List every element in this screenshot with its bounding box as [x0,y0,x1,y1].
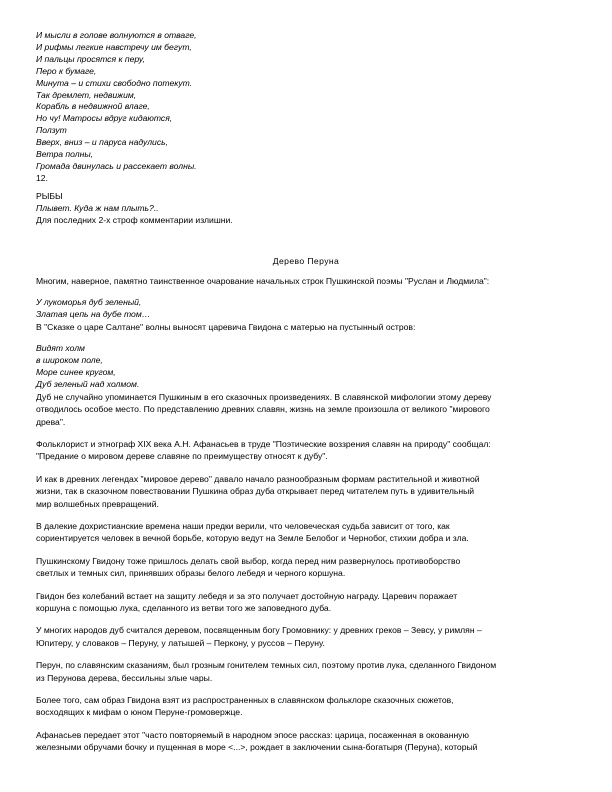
poem-1-line: И мысли в голове волнуются в отваге, [36,30,197,40]
paragraph-line: железными обручами бочку и пущенная в море <...>, рождает в заключении сына-богатыря (Перуна), который [36,742,478,753]
poem-3-line: Море синее кругом, [36,366,116,377]
saltan-text: В "Сказке о царе Салтане" волны выносят царевича Гвидона с матерью на пустынный остров: [36,321,416,332]
paragraph-line: Юпитеру, у словаков – Перуну, у латышей – Перкону, у руссов – Перуну. [36,637,325,648]
paragraph-line: Более того, сам образ Гвидона взят из распространенных в славянском фольклоре сказочных сюжетов, [36,695,454,706]
paragraph-line: Пушкинскому Гвидону тоже пришлось делать свой выбор, когда перед ним развернулось противоборство [36,555,461,566]
fish-comment: Для последних 2-х строф комментарии излишни. [36,214,233,225]
poem-1-line: И рифмы легкие навстречу им бегут, [36,41,192,52]
paragraph-line: восходящих к мифам о юном Перуне-громовержце. [36,707,243,718]
paragraph [36,520,576,545]
paragraph [36,590,576,615]
section-title: Дерево Перуна [272,255,340,266]
fish-heading: РЫБЫ [36,190,63,201]
document-page [36,30,576,754]
paragraph-line: Фольклорист и этнограф XIX века А.Н. Афанасьев в труде "Поэтические воззрения славян на природу" сообщал: [36,438,491,449]
paragraph-line: отводилось особое место. По представлению древних славян, жизнь на земле произошла от великого "мирового [36,404,490,415]
poem-1-line: Ползут [36,125,67,136]
poem-1-line: Но чу! Матросы вдруг кидаются, [36,113,173,124]
paragraph-line: коршуна с помощью лука, сделанного из ветви того же заповедного дуба. [36,603,332,614]
poem-1-line: Минута – и стихи свободно потекут. [36,77,193,88]
poem-1-line: Громада двинулась и рассекает волны. [36,160,197,171]
paragraph-line: Дуб не случайно упоминается Пушкиным в его сказочных произведениях. В славянской мифологии этому дереву [36,391,492,402]
poem-1-line: И пальцы просятся к перу, [36,53,146,64]
paragraph-line: Гвидон без колебаний встает на защиту лебедя и за это получает достойную награду. Царевич поражает [36,590,458,601]
paragraph [36,694,576,719]
poem-1-line: Корабль в недвижной влаге, [36,101,150,112]
intro-paragraph [36,275,576,287]
paragraph [36,473,576,510]
poem-1-line: Так дремлет, недвижим, [36,89,137,100]
paragraph-line: Перун, по славянским сказаниям, был грозным гонителем темных сил, поэтому против лука, сделанного Гвидоном [36,660,497,671]
paragraph-line: В далекие дохристианские времена наши предки верили, что человеческая судьба зависит от того, как [36,521,450,531]
paragraph-line: жизни, так в сказочном повествовании Пушкина образ дуба открывает перед читателем путь в удивительный [36,486,475,497]
paragraph-line: из Перунова дерева, бессильны злые чары. [36,672,213,683]
paragraph [36,555,576,580]
fish-line: Плывет. Куда ж нам плыть?.. [36,202,159,213]
poem-1-line: Ветра полны, [36,149,94,160]
poem-3-line: Видят холм [36,343,85,354]
intro-text: Многим, наверное, памятно таинственное очарование начальных строк Пушкинской поэмы "Руслан и Людмила": [36,275,490,286]
item-number: 12. [36,172,48,183]
poem-2 [36,297,576,321]
paragraph-line: мир волшебных превращений. [36,498,159,509]
paragraph-line: У многих народов дуб считался деревом, посвященным богу Громовнику: у древних греков – Зевсу, у римлян – [36,625,482,636]
poem-3 [36,343,576,391]
poem-1-line: Перо к бумаге, [36,65,97,76]
paragraph-line: Афанасьев передает этот "часто повторяемый в народном эпосе рассказ: царица, посаженная в окованную [36,729,469,740]
paragraph [36,659,576,684]
paragraph [36,391,576,428]
poem-2-line: У лукоморья дуб зеленый, [36,296,142,307]
poem-1 [36,30,576,173]
paragraph [36,729,576,754]
poem-3-line: Дуб зеленый над холмом. [36,378,140,389]
poem-1-line: Вверх, вниз – и паруса надулись, [36,137,169,148]
paragraph-line: светлых и темных сил, принявших образы белого лебедя и черного коршуна. [36,568,346,579]
paragraph-line: сориентируется человек в вечной борьбе, которую ведут на Земле Белобог и Чернобог, стихии добра и зла. [36,533,469,544]
paragraph-line: древа". [36,416,66,427]
paragraph-line: И как в древних легендах "мировое дерево" давало начало разнообразным формам растительной и животной [36,473,480,484]
saltan-paragraph [36,321,576,333]
paragraph [36,624,576,649]
poem-3-line: в широком поле, [36,355,103,366]
paragraph-line: "Предание о мировом дереве славяне по преимуществу относят к дубу". [36,451,328,462]
poem-2-line: Златая цепь на дубе том… [36,308,151,319]
paragraph [36,438,576,463]
